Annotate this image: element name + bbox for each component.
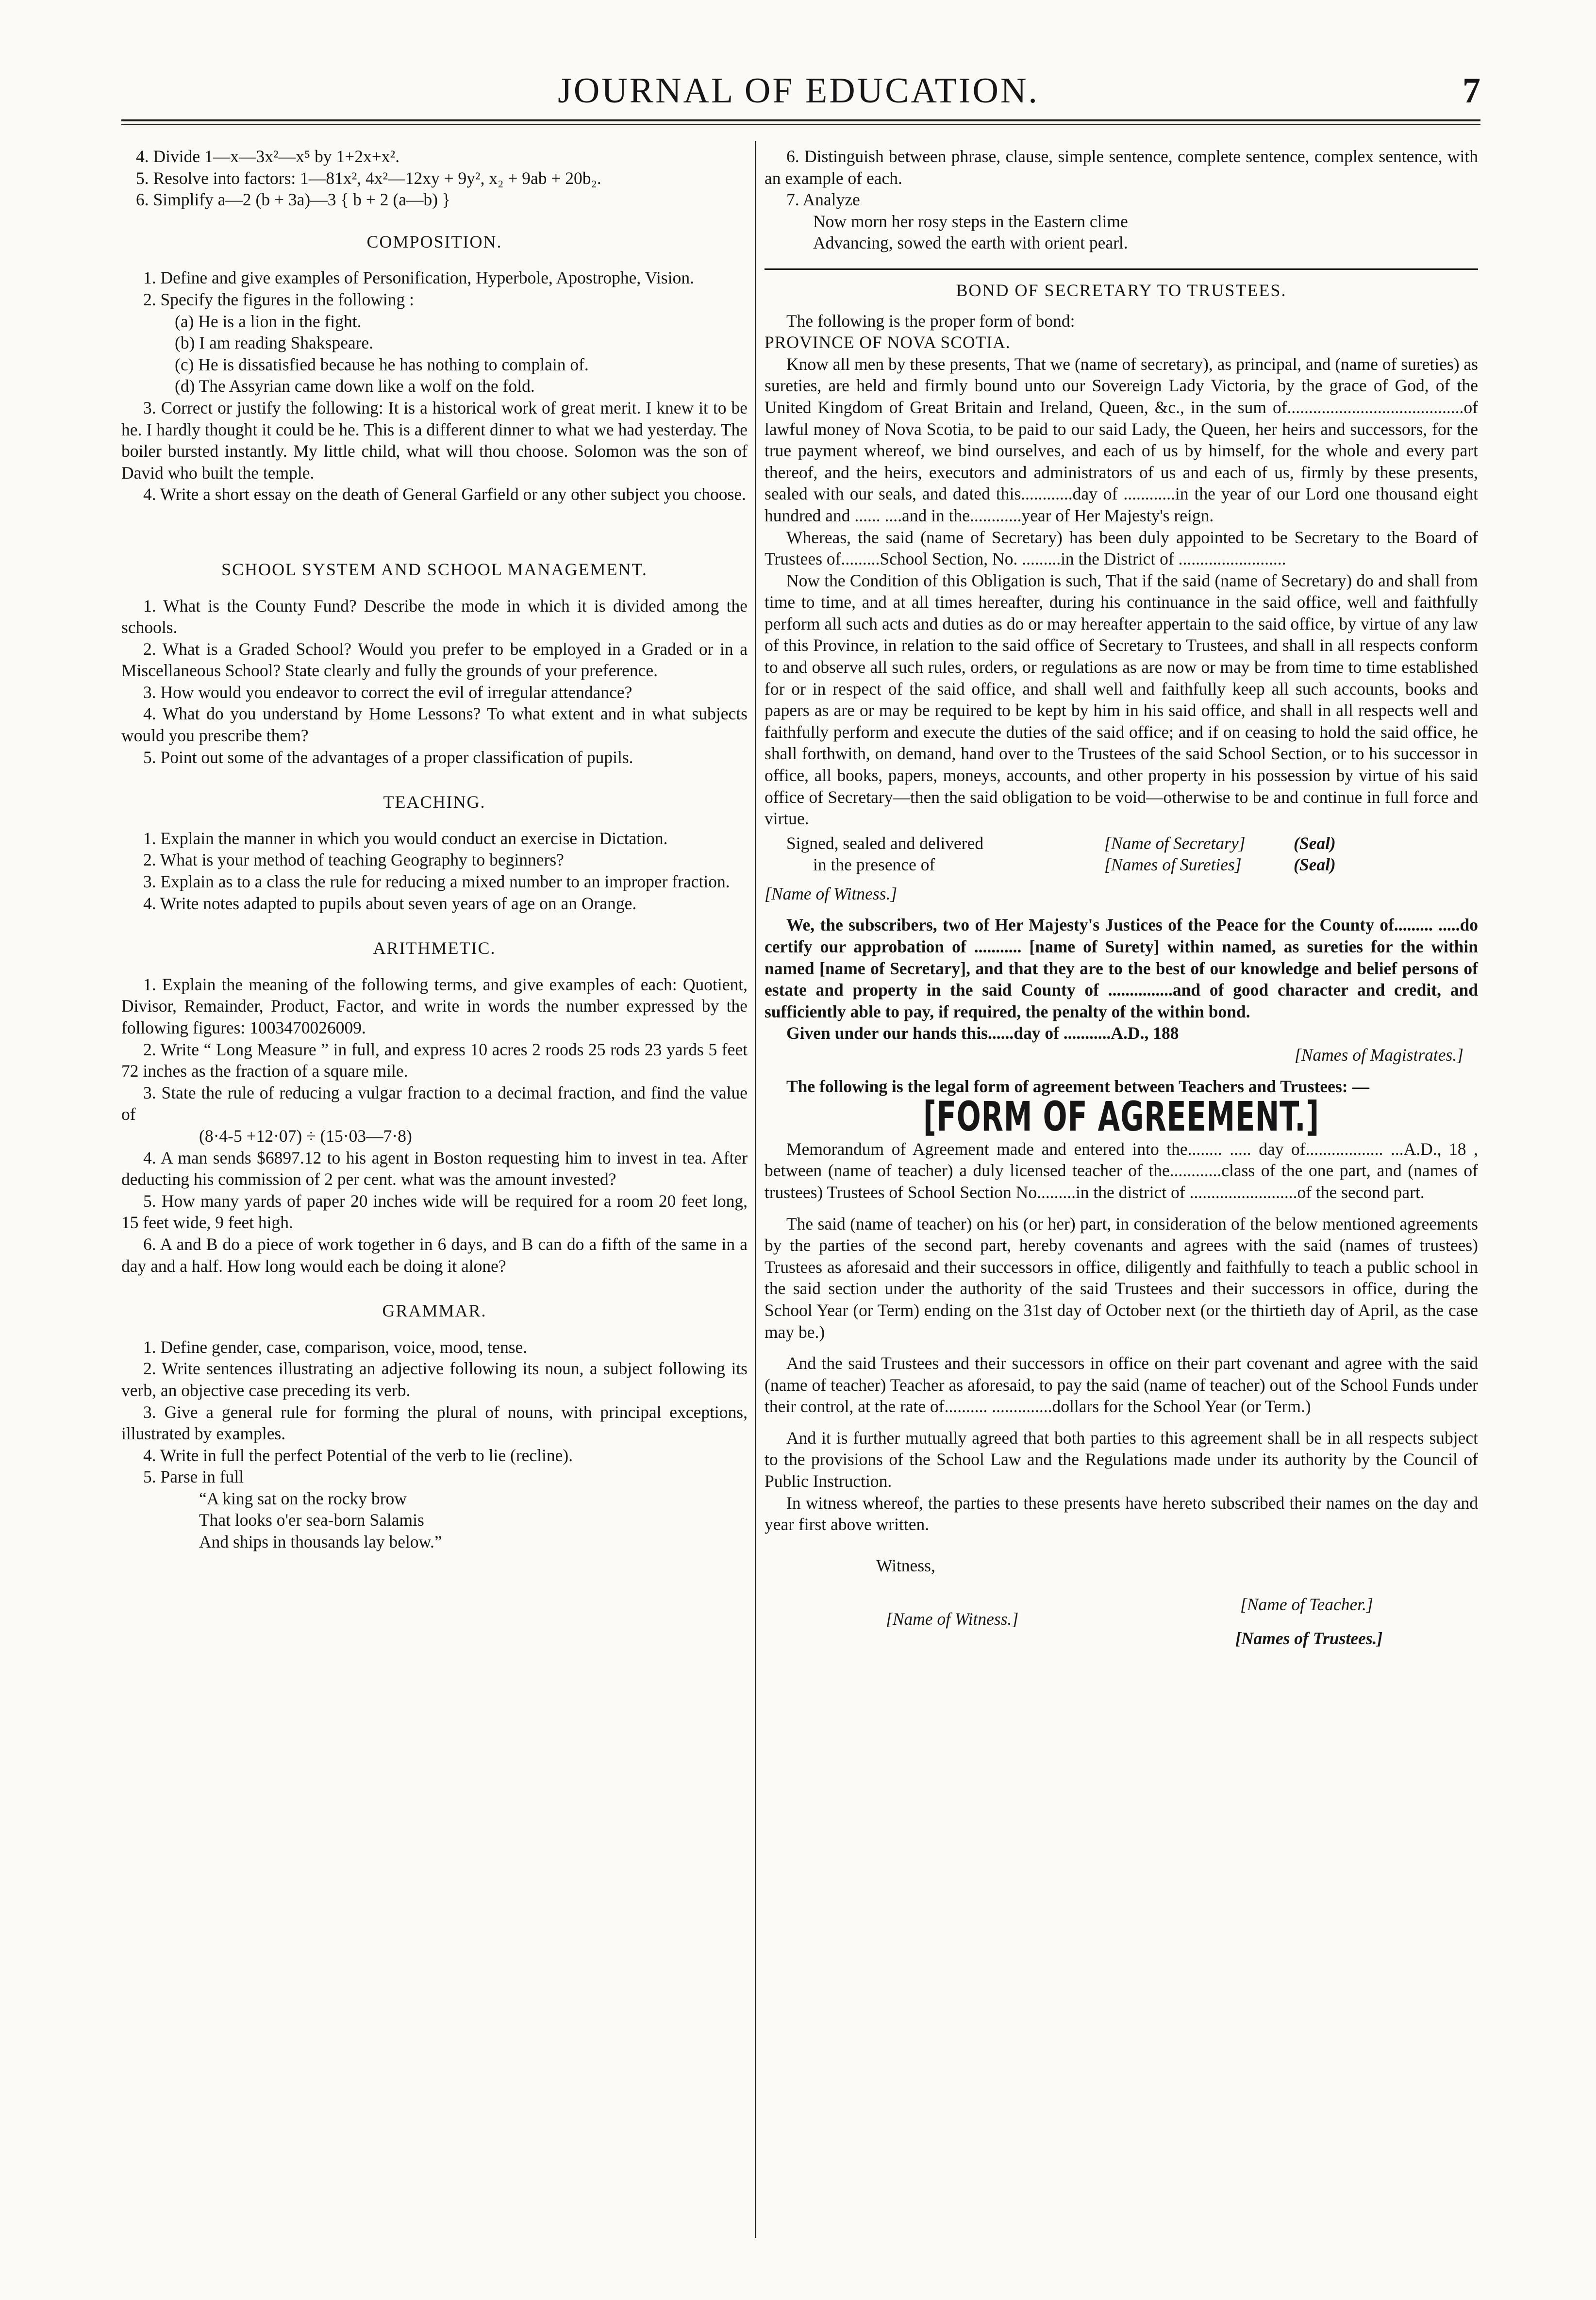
arithmetic-expression: (8·4-5 +12·07) ÷ (15·03—7·8) (199, 1126, 412, 1146)
presence-label: in the presence of (813, 854, 935, 874)
bond-province: PROVINCE OF NOVA SCOTIA. (765, 333, 1011, 352)
arithmetic-question-6: 6. A and B do a piece of work together in 6 days, and B can do a fifth of the same in a day and a half. How long would each be doing it alone? (121, 1234, 748, 1276)
school-question-3: 3. How would you endeavor to correct the evil of irregular attendance? (143, 682, 632, 702)
teaching-question-1: 1. Explain the manner in which you would conduct an exercise in Dictation. (143, 828, 668, 848)
agreement-intro: The following is the legal form of agreement between Teachers and Trustees: — (786, 1076, 1369, 1096)
justices-paragraph: We, the subscribers, two of Her Majesty's Justices of the Peace for the County of......... .....do certify our approbation of ........... [name of Surety] within named, as sureties for the within named [name of Secretary], and that they are to the best of our knowledge and belief persons of estate and property in the said County of ...............and of good character and credit, and sufficiently able to pay, if required, the penalty of the within bond. (765, 915, 1478, 1021)
poem-line-2: That looks o'er sea-born Salamis (199, 1510, 424, 1530)
magistrates-slot: [Names of Magistrates.] (1294, 1045, 1463, 1065)
grammar-heading: GRAMMAR. (382, 1301, 487, 1321)
seal-label-2: (Seal) (1294, 854, 1336, 874)
figure-item-d: (d) The Assyrian came down like a wolf on the fold. (175, 376, 535, 396)
school-question-1: 1. What is the County Fund? Describe the mode in which it is divided among the schools. (121, 596, 748, 637)
bond-heading: BOND OF SECRETARY TO TRUSTEES. (956, 280, 1287, 300)
grammar-question-4: 4. Write in full the perfect Potential of the verb to lie (recline). (143, 1445, 573, 1465)
seal-label-1: (Seal) (1294, 833, 1336, 853)
composition-question-3: 3. Correct or justify the following: It is a historical work of great merit. I knew it to be he. I hardly thought it could be he. This is a different dinner to what we had yesterday. The boiler bursted instantly. My little child, what will thou choose. Solomon was the son of David who built the temple. (121, 398, 748, 483)
agreement-paragraph-1: Memorandum of Agreement made and entered into the........ ..... day of.................. ...A.D., 18 , between (name of teacher) a duly licensed teacher of the............class of the one part, and (names of trustees) Trustees of School Section No.........in the district of .........................of the second part. (765, 1139, 1478, 1202)
composition-question-2: 2. Specify the figures in the following : (143, 289, 415, 309)
given-under-hands: Given under our hands this......day of ...........A.D., 188 (786, 1023, 1179, 1043)
figure-item-b: (b) I am reading Shakspeare. (175, 333, 374, 353)
poem-line-3: And ships in thousands lay below.” (199, 1532, 442, 1552)
sureties-name-slot: [Names of Sureties] (1104, 854, 1242, 874)
algebra-question-4: 4. Divide 1—x—3x²—x⁵ by 1+2x+x². (136, 147, 400, 166)
teaching-question-2: 2. What is your method of teaching Geography to beginners? (143, 850, 564, 870)
agreement-paragraph-3: And the said Trustees and their successors in office on their part covenant and agree with the said (name of teacher) Teacher as aforesaid, to pay the said (name of teacher) out of the School Funds under their control, at the rate of.......... ..............dollars for the School Year (or Term.) (765, 1353, 1478, 1417)
algebra-question-5: 5. Resolve into factors: 1—81x², 4x²—12xy + 9y², x₂ + 9ab + 20b₂. (136, 168, 601, 188)
bond-intro: The following is the proper form of bond: (786, 311, 1075, 331)
arithmetic-question-5: 5. How many yards of paper 20 inches wide will be required for a room 20 feet long, 15 feet wide, 9 feet high. (121, 1191, 748, 1233)
poem-line-1: “A king sat on the rocky brow (199, 1488, 407, 1508)
teaching-question-4: 4. Write notes adapted to pupils about seven years of age on an Orange. (143, 893, 637, 913)
bond-signature-block (765, 830, 1478, 883)
trustees-name-slot: [Names of Trustees.] (1235, 1628, 1383, 1648)
witness-name-slot: [Name of Witness.] (886, 1609, 1019, 1629)
column-divider (755, 141, 756, 2238)
agreement-paragraph-4: And it is further mutually agreed that both parties to this agreement shall be in all respects subject to the provisions of the School Law and the Regulations made under its authority by the Council of Public Instruction. (765, 1428, 1478, 1491)
figure-item-c: (c) He is dissatisfied because he has nothing to complain of. (175, 354, 589, 374)
school-question-4: 4. What do you understand by Home Lessons? To what extent and in what subjects would you prescribe them? (121, 704, 748, 746)
bond-paragraph-1: Know all men by these presents, That we (name of secretary), as principal, and (name of sureties) as sureties, are held and firmly bound unto our Sovereign Lady Victoria, by the grace of God, of the United Kingdom of Great Britain and Ireland, Queen, &c., in the sum of.........................................of lawful money of Nova Scotia, to be paid to our said Lady, the Queen, her heirs and successors, for the true payment whereof, we bind ourselves, and each of us by himself, for the whole and every part thereof, and the heirs, executors and administrators of us and each of us, firmly by these presents, sealed with our seals, and dated this............day of ............in the year of our Lord one thousand eight hundred and ...... ....and in the............year of Her Majesty's reign. (765, 354, 1478, 525)
arithmetic-heading: ARITHMETIC. (373, 938, 496, 958)
composition-question-1: 1. Define and give examples of Personification, Hyperbole, Apostrophe, Vision. (143, 268, 694, 288)
analyze-line-2: Advancing, sowed the earth with orient pearl. (813, 233, 1128, 253)
agreement-signature-block (765, 1555, 1478, 1647)
signed-sealed-label: Signed, sealed and delivered (786, 833, 984, 853)
running-head (116, 69, 1480, 113)
school-system-heading: SCHOOL SYSTEM AND SCHOOL MANAGEMENT. (221, 559, 648, 579)
header-rule-thick (121, 119, 1480, 121)
header-rule-thin (121, 124, 1480, 125)
agreement-paragraph-2: The said (name of teacher) on his (or her) part, in consideration of the below mentioned agreements by the parties of the second part, hereby covenants and agrees with the said (names of trustees) Trustees as aforesaid and their successors in office, diligently and faithfully to teach a public school in the said section under the authority of the said Trustees and their successors in office, during the School Year (or Term) ending on the 31st day of October next (or the thirtieth day of April, as the case may be.) (765, 1214, 1478, 1342)
bond-paragraph-3: Now the Condition of this Obligation is such, That if the said (name of Secretary) do and shall from time to time, and at all times hereafter, during his continuance in the said office, well and faithfully perform all such acts and duties as do or may hereafter appertain to the said office, by virtue of any law of this Province, in relation to the said office of Secretary to Trustees, and shall in all respects conform to and observe all such rules, orders, or regulations as are now or may be from time to time established for or in respect of the said office, and shall well and faithfully keep all such accounts, books and papers as are or may be required to be kept by him in his said office, and shall in all respects well and faithfully perform and execute the duties of the said office; and if on ceasing to hold the said office, he shall forthwith, on demand, hand over to the Trustees of the said School Section, or to his successor in office, all books, papers, moneys, accounts, and other property in his possession by virtue of his said office of Secretary—then the said obligation to be void—otherwise to be and continue in full force and virtue. (765, 570, 1478, 829)
arithmetic-question-2: 2. Write “ Long Measure ” in full, and express 10 acres 2 roods 25 rods 23 yards 5 feet 72 inches as the fraction of a square mile. (121, 1039, 748, 1081)
teacher-name-slot: [Name of Teacher.] (1240, 1594, 1373, 1614)
arithmetic-question-4: 4. A man sends $6897.12 to his agent in Boston requesting him to invest in tea. After deducting his commission of 2 per cent. what was the amount invested? (121, 1148, 748, 1189)
witness-label: Witness, (876, 1555, 935, 1575)
bond-paragraph-2: Whereas, the said (name of Secretary) has been duly appointed to be Secretary to the Board of Trustees of.........School Section, No. .........in the District of ......................... (765, 527, 1478, 569)
school-question-5: 5. Point out some of the advantages of a proper classification of pupils. (143, 747, 633, 767)
secretary-name-slot: [Name of Secretary] (1104, 833, 1246, 853)
composition-question-4: 4. Write a short essay on the death of General Garfield or any other subject you choose. (143, 484, 746, 504)
teaching-heading: TEACHING. (383, 792, 486, 812)
teaching-question-3: 3. Explain as to a class the rule for reducing a mixed number to an improper fraction. (143, 872, 730, 892)
grammar-question-6: 6. Distinguish between phrase, clause, simple sentence, complete sentence, complex sentence, with an example of each. (765, 147, 1478, 188)
grammar-question-7: 7. Analyze (786, 190, 860, 210)
right-column (765, 146, 1478, 1647)
form-of-agreement-heading: [FORM OF AGREEMENT.] (923, 1093, 1320, 1141)
bond-witness-slot: [Name of Witness.] (765, 883, 898, 903)
analyze-line-1: Now morn her rosy steps in the Eastern clime (813, 211, 1128, 231)
school-question-2: 2. What is a Graded School? Would you prefer to be employed in a Graded or in a Miscellaneous School? State clearly and fully the grounds of your preference. (121, 639, 748, 681)
figure-item-a: (a) He is a lion in the fight. (175, 311, 362, 331)
arithmetic-question-1: 1. Explain the meaning of the following terms, and give examples of each: Quotient, Divisor, Remainder, Product, Factor, and write in words the number expressed by the following figures: 1003470026009. (121, 974, 748, 1037)
algebra-question-6: 6. Simplify a—2 (b + 3a)—3 { b + 2 (a—b) } (136, 190, 450, 210)
left-column (121, 146, 748, 1553)
agreement-paragraph-5: In witness whereof, the parties to these presents have hereto subscribed their names on the day and year first above written. (765, 1493, 1478, 1534)
grammar-question-5: 5. Parse in full (143, 1467, 244, 1487)
composition-heading: COMPOSITION. (366, 232, 502, 251)
arithmetic-question-3: 3. State the rule of reducing a vulgar fraction to a decimal fraction, and find the value of (121, 1083, 748, 1124)
section-rule (765, 268, 1478, 270)
journal-title: JOURNAL OF EDUCATION. (558, 71, 1039, 111)
grammar-question-1: 1. Define gender, case, comparison, voice, mood, tense. (143, 1337, 528, 1357)
grammar-question-3: 3. Give a general rule for forming the plural of nouns, with principal exceptions, illustrated by examples. (121, 1402, 748, 1444)
page-number: 7 (1463, 71, 1480, 111)
grammar-question-2: 2. Write sentences illustrating an adjective following its noun, a subject following its verb, an objective case preceding its verb. (121, 1359, 748, 1400)
